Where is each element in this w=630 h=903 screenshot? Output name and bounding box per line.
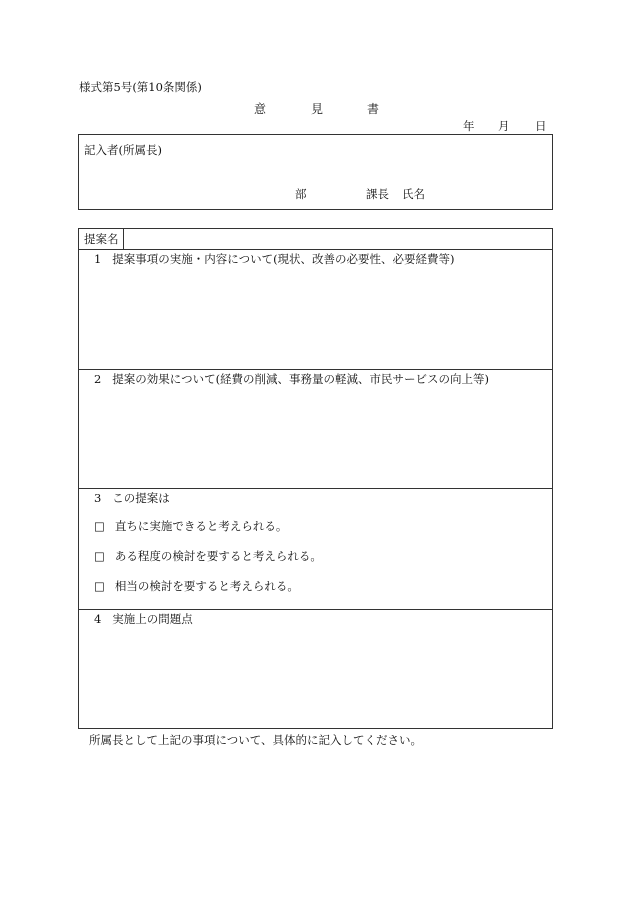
option-3-checkbox[interactable]: □ xyxy=(94,579,105,593)
section-2-heading xyxy=(94,374,489,386)
section-3-heading xyxy=(94,493,170,505)
proposal-name-label: 提案名 xyxy=(84,232,119,246)
row-divider-4 xyxy=(78,609,553,610)
option-2[interactable] xyxy=(94,551,322,563)
option-2-checkbox[interactable]: □ xyxy=(94,549,105,563)
option-1-label: 直ちに実施できると考えられる。 xyxy=(114,519,288,533)
section-3-number: 3 xyxy=(94,491,102,505)
option-3[interactable] xyxy=(94,581,299,593)
title-char-2: 見 xyxy=(311,102,324,116)
department-label: 部 xyxy=(295,187,307,201)
date-day: 日 xyxy=(535,119,547,133)
section-4-number: 4 xyxy=(94,612,102,626)
section-1-number: 1 xyxy=(94,252,102,266)
row-divider-3 xyxy=(78,488,553,489)
section-2-text: 提案の効果について(経費の削減、事務量の軽減、市民サービスの向上等) xyxy=(112,372,490,386)
date-year: 年 xyxy=(463,119,475,133)
form-number: 様式第5号(第10条関係) xyxy=(79,80,202,94)
section-3-text: この提案は xyxy=(112,491,170,505)
option-1-checkbox[interactable]: □ xyxy=(94,519,105,533)
name-label: 氏名 xyxy=(402,187,425,201)
row-divider-2 xyxy=(78,369,553,370)
section-2-number: 2 xyxy=(94,372,102,386)
section-4-text: 実施上の問題点 xyxy=(112,612,193,626)
title-char-3: 書 xyxy=(367,102,380,116)
section-1-text: 提案事項の実施・内容について(現状、改善の必要性、必要経費等) xyxy=(112,252,455,266)
footer-note: 所属長として上記の事項について、具体的に記入してください。 xyxy=(89,733,423,747)
row-divider-1 xyxy=(78,249,553,250)
date-month: 月 xyxy=(498,119,510,133)
option-3-label: 相当の検討を要すると考えられる。 xyxy=(114,579,299,593)
section-chief-label: 課長 xyxy=(366,187,389,201)
writer-label: 記入者(所属長) xyxy=(84,143,162,157)
proposal-box xyxy=(78,228,553,729)
section-4-heading xyxy=(94,614,193,626)
option-2-label: ある程度の検討を要すると考えられる。 xyxy=(114,549,322,563)
section-1-heading xyxy=(94,254,455,266)
name-divider xyxy=(123,228,124,250)
title-char-1: 意 xyxy=(254,102,267,116)
option-1[interactable] xyxy=(94,521,287,533)
